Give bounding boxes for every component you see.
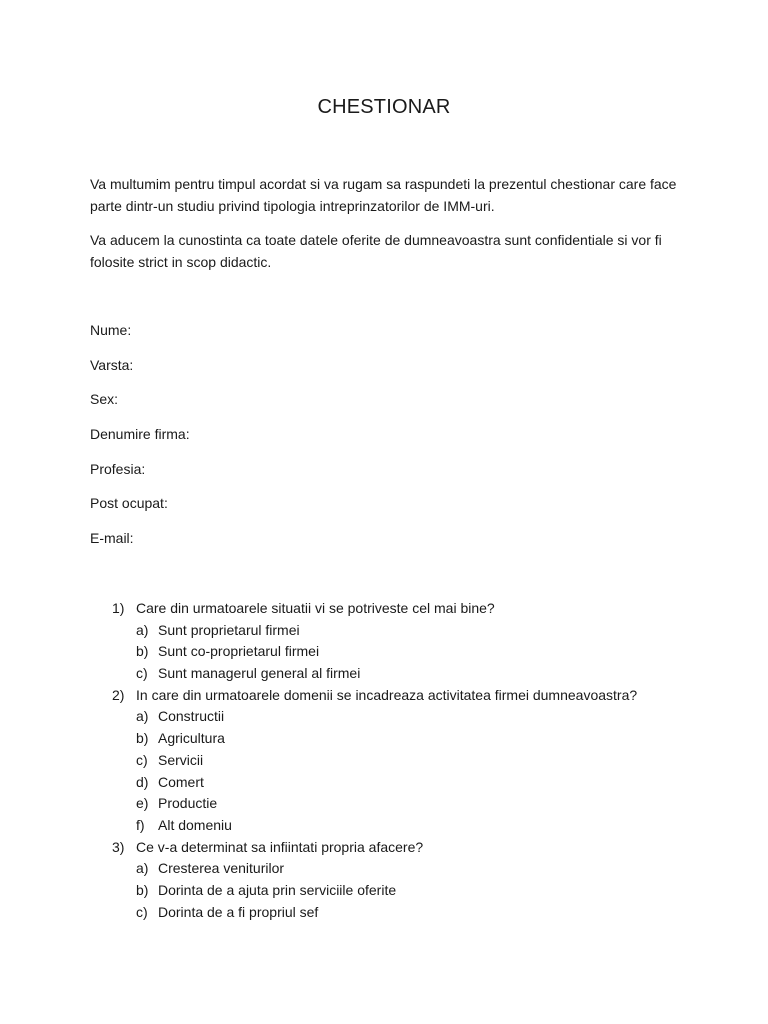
option-text: Sunt co-proprietarul firmei [158, 643, 320, 660]
personal-info-fields [90, 320, 190, 563]
question-3-option-c [112, 902, 637, 924]
option-letter: b) [136, 881, 149, 898]
question-3-option-b [112, 880, 637, 902]
field-varsta: Varsta: [90, 356, 134, 373]
question-number: 1) [112, 600, 125, 616]
document-title: CHESTIONAR [317, 96, 451, 118]
option-letter: c) [136, 751, 148, 768]
question-text: Care din urmatoarele situatii vi se potriveste cel mai bine? [136, 600, 495, 616]
option-text: Comert [158, 773, 204, 790]
option-letter: b) [136, 643, 149, 660]
option-text: Servicii [158, 751, 204, 768]
field-email: E-mail: [90, 530, 134, 547]
intro-paragraph-1: Va multumim pentru timpul acordat si va rugam sa raspundeti la prezentul chestionar care face parte dintr-un studiu privind tipologia intreprinzatorilor de IMM-uri. [90, 176, 677, 214]
question-1-option-a [112, 620, 637, 642]
question-2-option-f [112, 815, 637, 837]
field-sex: Sex: [90, 391, 119, 408]
question-2 [112, 685, 637, 707]
question-2-option-b [112, 728, 637, 750]
question-2-option-a [112, 706, 637, 728]
question-1-option-b [112, 641, 637, 663]
option-text: Cresterea veniturilor [158, 860, 285, 877]
option-text: Sunt managerul general al firmei [158, 665, 361, 682]
question-number: 3) [112, 838, 125, 855]
option-letter: c) [136, 903, 148, 920]
question-2-option-c [112, 750, 637, 772]
option-letter: c) [136, 665, 148, 682]
question-3 [112, 837, 637, 859]
field-nume: Nume: [90, 322, 132, 338]
option-letter: d) [136, 773, 149, 790]
intro-paragraph-2: Va aducem la cunostinta ca toate datele oferite de dumneavoastra sunt confidentiale si vor fi folosite strict in scop didactic. [90, 232, 662, 270]
question-2-option-e [112, 793, 637, 815]
option-text: Dorinta de a fi propriul sef [158, 903, 319, 920]
question-1-option-c [112, 663, 637, 685]
option-letter: a) [136, 621, 149, 638]
question-text: In care din urmatoarele domenii se incadreaza activitatea firmei dumneavoastra? [136, 686, 638, 703]
question-2-option-d [112, 772, 637, 794]
option-letter: b) [136, 730, 149, 747]
option-text: Agricultura [158, 730, 225, 747]
field-post-ocupat: Post ocupat: [90, 495, 168, 512]
field-denumire-firma: Denumire firma: [90, 426, 190, 443]
option-text: Constructii [158, 708, 225, 725]
field-profesia: Profesia: [90, 460, 146, 477]
option-text: Dorinta de a ajuta prin serviciile oferite [158, 881, 397, 898]
option-letter: e) [136, 795, 149, 812]
option-letter: a) [136, 860, 149, 877]
option-letter: f) [136, 816, 145, 833]
option-letter: a) [136, 708, 149, 725]
question-1 [112, 598, 637, 620]
question-text: Ce v-a determinat sa infiintati propria afacere? [136, 838, 424, 855]
option-text: Productie [158, 795, 218, 812]
question-list [112, 598, 637, 923]
option-text: Sunt proprietarul firmei [158, 621, 300, 638]
question-3-option-a [112, 858, 637, 880]
question-number: 2) [112, 686, 125, 703]
option-text: Alt domeniu [158, 816, 232, 833]
